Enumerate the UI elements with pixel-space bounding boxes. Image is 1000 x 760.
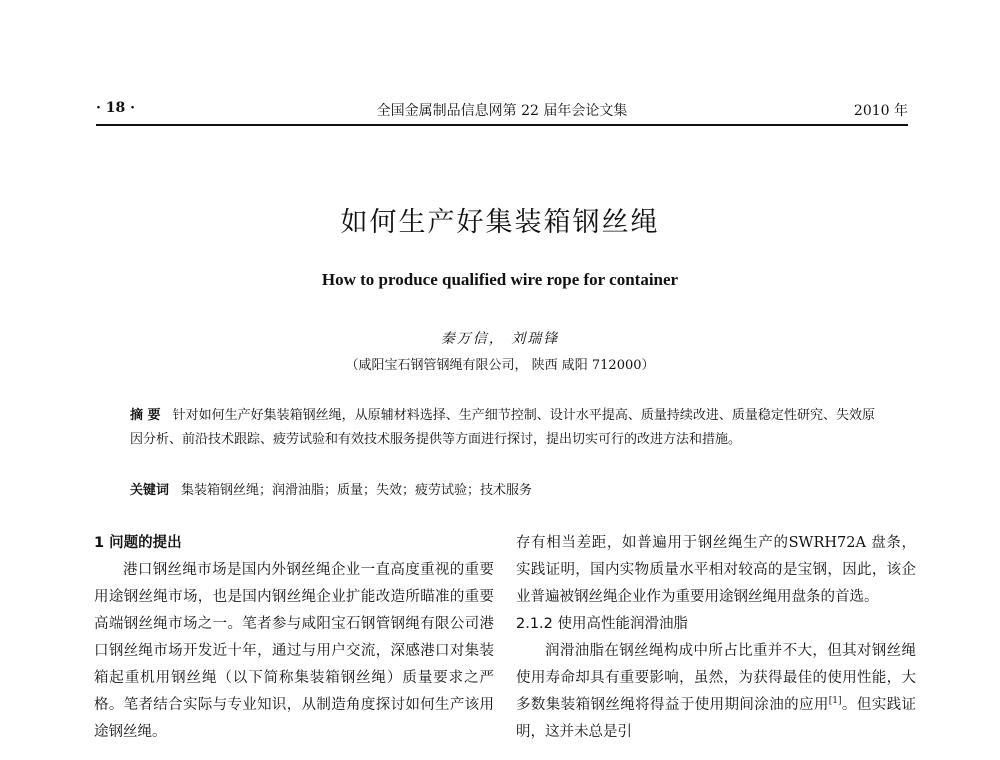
subsection-heading: 2.1.2 使用高性能润滑油脂 — [516, 616, 689, 632]
affiliation: （咸阳宝石钢管钢绳有限公司， 陕西 咸阳 712000） — [345, 358, 655, 373]
running-header — [96, 100, 908, 122]
body-paragraph-continued: 存有相当差距，如普遍用于钢丝绳生产的SWRH72A 盘条，实践证明，国内实物质量水平相对较高的是宝钢，因此，该企业普遍被钢丝绳企业作为重要用途钢丝绳用盘条的首选。 — [516, 535, 916, 605]
keywords-label: 关键词 — [130, 483, 170, 498]
body-paragraph: 港口钢丝绳市场是国内外钢丝绳企业一直高度重视的重要用途钢丝绳市场，也是国内钢丝绳企业扩能改造所瞄准的重要高端钢丝绳市场之一。笔者参与咸阳宝石钢管钢绳有限公司港口钢丝绳市场开发近十年，通过与用户交流，深感港口对集装箱起重机用钢丝绳（以下简称集装箱钢丝绳）质量要求之严格。笔者结合实际与专业知识，从制造角度探讨如何生产该用途钢丝绳。 — [94, 562, 494, 740]
keywords-text: 集装箱钢丝绳；润滑油脂；质量；失效；疲劳试验；技术服务 — [181, 483, 533, 498]
paragraph-2-tail: 。但实践证明，这并未总是引 — [516, 697, 917, 740]
abstract-label: 摘 要 — [130, 408, 161, 423]
paper-english-title: How to produce qualified wire rope for container — [321, 270, 679, 289]
header-rule — [96, 124, 908, 126]
citation-marker: [1] — [828, 696, 842, 707]
body-paragraph-2 — [516, 638, 916, 746]
paper-title: 如何生产好集装箱钢丝绳 — [340, 207, 660, 238]
section-heading: 1 问题的提出 — [94, 535, 182, 551]
authors: 秦万信， 刘瑞锋 — [440, 331, 560, 347]
abstract — [130, 404, 875, 452]
right-column — [516, 530, 916, 746]
publication-year: 2010 年 — [853, 103, 908, 119]
journal-name: 全国金属制品信息网第 22 届年会论文集 — [376, 103, 628, 119]
keywords — [130, 480, 875, 502]
left-column — [94, 530, 494, 746]
abstract-text: 针对如何生产好集装箱钢丝绳，从原辅材料选择、生产细节控制、设计水平提高、质量持续改进、质量稳定性研究、失效原因分析、前沿技术跟踪、疲劳试验和有效技术服务提供等方面进行探讨，提出切实可行的改进方法和措施。 — [130, 408, 875, 447]
paragraph-2-text: 润滑油脂在钢丝绳构成中所占比重并不大，但其对钢丝绳使用寿命却具有重要影响，虽然，为获得最佳的使用性能，大多数集装箱钢丝绳将得益于使用期间涂油的应用 — [516, 643, 916, 713]
page-number: · 18 · — [96, 100, 135, 116]
